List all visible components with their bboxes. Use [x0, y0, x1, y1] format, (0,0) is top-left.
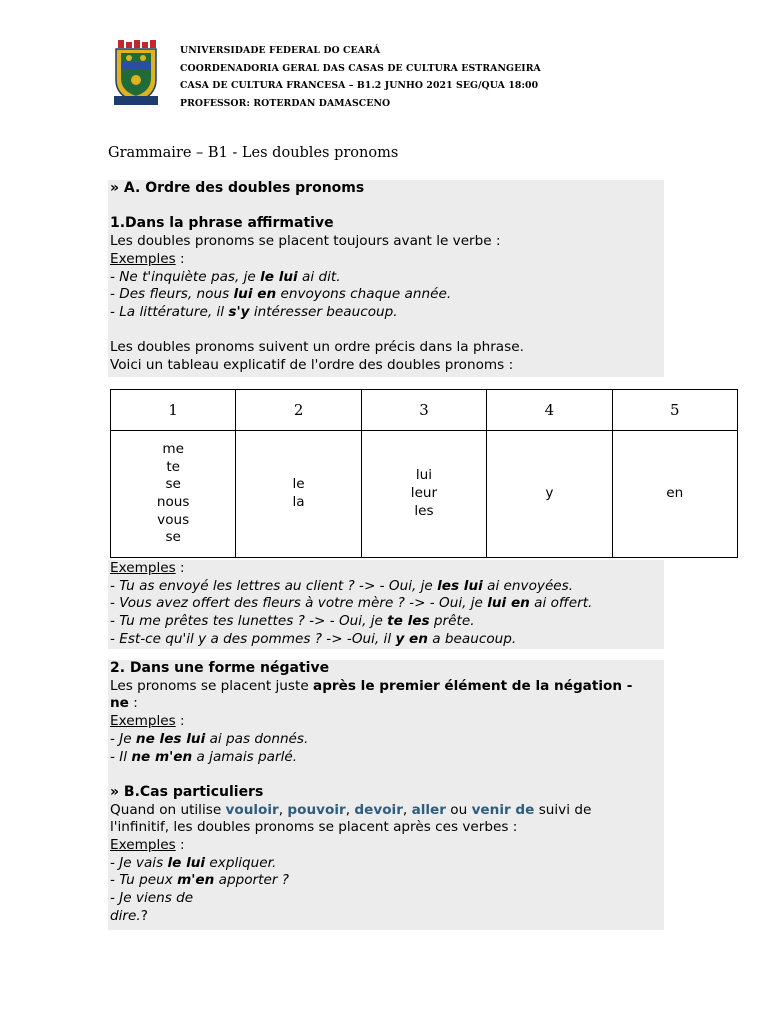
header-coordination: COORDENADORIA GERAL DAS CASAS DE CULTURA ESTRANGEIRA — [180, 62, 541, 74]
example-line: - Tu peux m'en apporter ? — [110, 872, 289, 889]
university-crest-logo — [112, 40, 160, 108]
example-line: - Vous avez offert des fleurs à votre mère ? -> - Oui, je lui en ai offert. — [110, 595, 593, 612]
example-line: - Est-ce qu'il y a des pommes ? -> -Oui, il y en a beaucoup. — [110, 630, 517, 647]
example-line: - Je viens de — [110, 890, 194, 907]
table-header-row — [111, 390, 738, 431]
special-cases-text: l'infinitif, les doubles pronoms se placent après ces verbes : — [110, 819, 518, 836]
section-a-heading: » A. Ordre des doubles pronoms — [110, 180, 365, 196]
table-cell-col3: lui leur les — [361, 431, 486, 558]
example-line: - La littérature, il s'y intéresser beaucoup. — [110, 303, 398, 320]
header-text — [180, 42, 541, 112]
negative-and-special-block — [108, 660, 664, 930]
table-header-cell: 5 — [612, 390, 737, 431]
example-line: - Des fleurs, nous lui en envoyons chaque année. — [110, 286, 452, 303]
header-university: UNIVERSIDADE FEDERAL DO CEARÁ — [180, 45, 381, 56]
example-line: - Tu as envoyé les lettres au client ? -> - Oui, je les lui ai envoyées. — [110, 577, 574, 594]
examples-label: Exemples : — [110, 560, 185, 576]
table-cell-col1: me te se nous vous se — [111, 431, 236, 558]
special-cases-text: Quand on utilise vouloir, pouvoir, devoir, aller ou venir de suivi de — [110, 801, 592, 818]
examples-label: Exemples : — [110, 250, 185, 267]
special-cases-heading: » B.Cas particuliers — [110, 783, 264, 800]
table-examples-block — [108, 560, 664, 649]
table-header-cell: 4 — [487, 390, 612, 431]
table-row — [111, 431, 738, 558]
table-cell-col2: le la — [236, 431, 361, 558]
table-cell-col4: y — [487, 431, 612, 558]
example-line: - Tu me prêtes tes lunettes ? -> - Oui, je te les prête. — [110, 613, 475, 630]
section-a-block — [108, 180, 664, 377]
header-professor: PROFESSOR: ROTERDAN DAMASCENO — [180, 97, 391, 109]
table-header-cell: 2 — [236, 390, 361, 431]
table-header-cell: 3 — [361, 390, 486, 431]
header-course: CASA DE CULTURA FRANCESA – B1.2 JUNHO 2021 SEG/QUA 18:00 — [180, 80, 539, 91]
pronoun-order-table — [110, 389, 738, 558]
table-header-cell: 1 — [111, 390, 236, 431]
table-cell-col5: en — [612, 431, 737, 558]
page-title: Grammaire – B1 - Les doubles pronoms — [108, 145, 399, 161]
order-text: Les doubles pronoms suivent un ordre précis dans la phrase. — [110, 339, 524, 356]
affirmative-heading: 1.Dans la phrase affirmative — [110, 215, 334, 232]
example-line: - Ne t'inquiète pas, je le lui ai dit. — [110, 268, 341, 285]
example-line: dire.? — [110, 907, 148, 924]
example-line: - Je ne les lui ai pas donnés. — [110, 730, 309, 747]
example-line: - Je vais le lui expliquer. — [110, 854, 277, 871]
negative-text: Les pronoms se placent juste après le premier élément de la négation - — [110, 677, 633, 694]
affirmative-intro: Les doubles pronoms se placent toujours avant le verbe : — [110, 233, 501, 250]
examples-label: Exemples : — [110, 713, 185, 730]
example-line: - Il ne m'en a jamais parlé. — [110, 748, 298, 765]
document-header — [112, 40, 712, 112]
examples-label: Exemples : — [110, 837, 185, 854]
negative-text: ne : — [110, 695, 138, 712]
negative-heading: 2. Dans une forme négative — [110, 660, 330, 676]
table-intro-text: Voici un tableau explicatif de l'ordre des doubles pronoms : — [110, 357, 514, 373]
